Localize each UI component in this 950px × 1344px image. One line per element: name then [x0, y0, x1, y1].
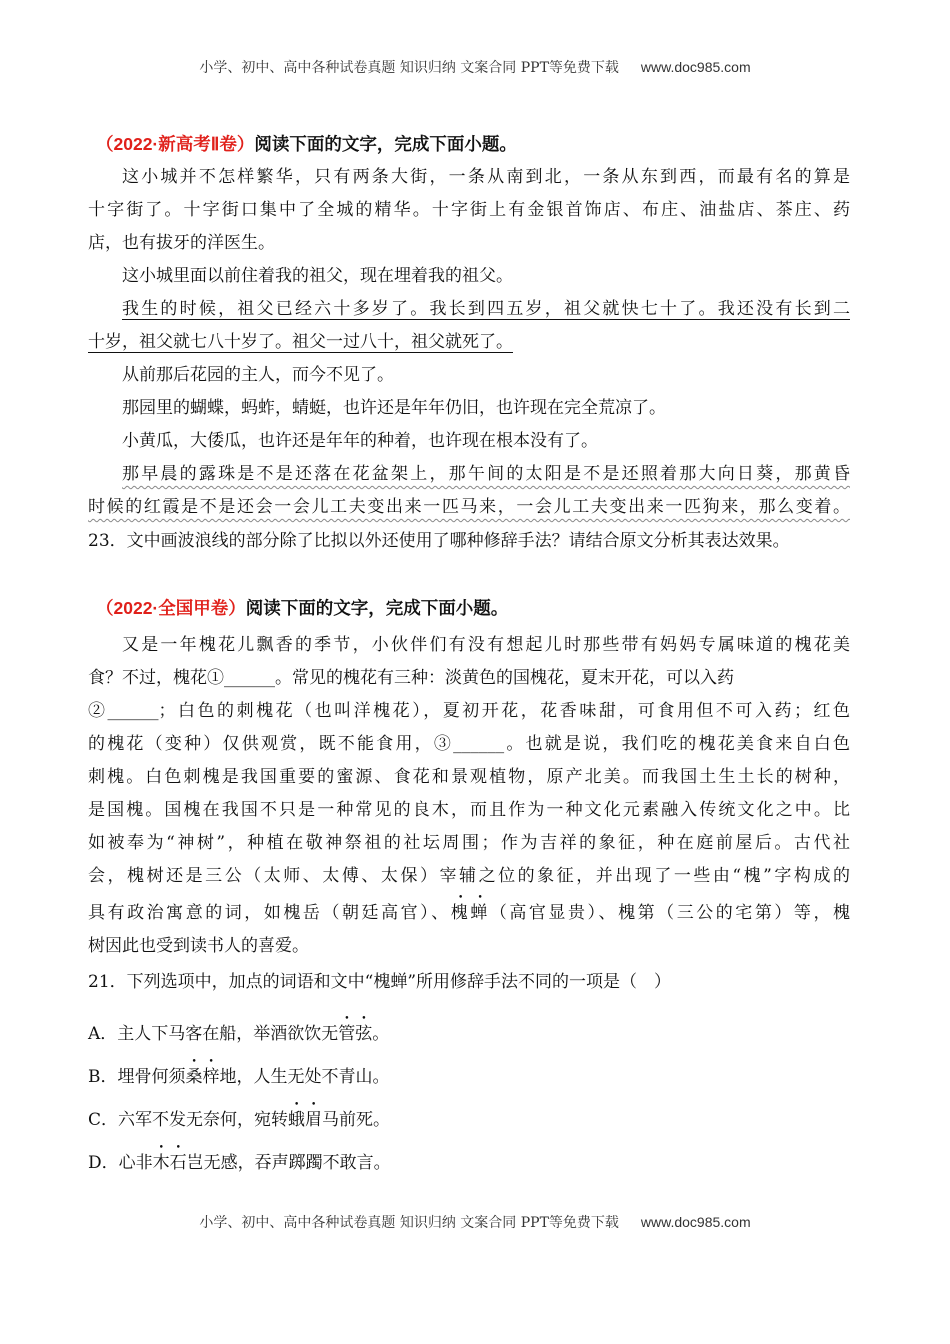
page-header: [0, 57, 950, 77]
text: A．主人下马客在船，举酒欲饮无: [88, 1024, 339, 1044]
text: （高官显贵）、槐第（三公的宅第）等，槐: [489, 903, 851, 923]
wavy-underlined-line: 那早晨的露珠是不是还落在花盆架上，那午间的太阳是不是还照着那大向日葵，那黄昏: [122, 464, 850, 484]
section-2: [88, 592, 850, 999]
option-b[interactable]: [88, 1057, 390, 1087]
text: 具有政治寓意的词，如槐岳（朝廷高官）、: [88, 903, 451, 923]
question-23: 23．文中画波浪线的部分除了比拟以外还使用了哪种修辞手法？请结合原文分析其表达效果。: [88, 531, 790, 551]
passage-line: 树因此也受到读书人的喜爱。: [88, 936, 309, 956]
text: C．六军不发无奈何，宛转: [88, 1110, 289, 1130]
passage-line: 店，也有拔牙的洋医生。: [88, 233, 275, 253]
emphasized-word: 蛾眉: [288, 1110, 323, 1130]
passage-line: 这小城里面以前住着我的祖父，现在埋着我的祖父。: [122, 266, 513, 286]
passage-line: 这小城并不怎样繁华，只有两条大街，一条从南到北，一条从东到西，而最有名的算是: [122, 167, 850, 187]
text: B．埋骨何须: [88, 1067, 186, 1087]
passage-line: ②______；白色的刺槐花（也叫洋槐花），夏初开花，花香味甜，可食用但不可入药；红色: [88, 701, 850, 721]
passage-line: 那园里的蝴蝶，蚂蚱，蜻蜓，也许还是年年仍旧，也许现在完全荒凉了。: [122, 398, 666, 418]
wavy-underlined-line: 时候的红霞是不是还会一会儿工夫变出来一匹马来，一会儿工夫变出来一匹狗来，那么变着。: [88, 497, 850, 517]
header-text: 小学、初中、高中各种试卷真题 知识归纳 文案合同 PPT等免费下载: [199, 60, 619, 76]
section-1: [88, 128, 850, 558]
underlined-line: 我生的时候，祖父已经六十多岁了。我长到四五岁，祖父就快七十了。我还没有长到二: [122, 299, 850, 319]
section-2-title: [88, 592, 850, 625]
page-footer: [0, 1212, 950, 1232]
passage-line: [88, 893, 850, 930]
emphasized-word: 管弦: [338, 1024, 373, 1044]
text: D．心非: [88, 1153, 153, 1173]
text: 地，人生无处不青山。: [219, 1067, 390, 1087]
option-c[interactable]: [88, 1100, 390, 1130]
passage-line: 的槐花（变种）仅供观赏，既不能食用，③______。也就是说，我们吃的槐花美食来自白色: [88, 734, 850, 754]
passage-line: 又是一年槐花儿飘香的季节，小伙伴们有没有想起儿时那些带有妈妈专属味道的槐花美: [122, 635, 850, 655]
header-site[interactable]: www.doc985.com: [640, 59, 751, 75]
emphasized-word: 槐蝉: [450, 903, 490, 923]
option-d[interactable]: [88, 1143, 391, 1173]
passage-line: 是国槐。国槐在我国不只是一种常见的良木，而且作为一种文化元素融入传统文化之中。比: [88, 800, 850, 820]
text: 岂无感，吞声踯躅不敢言。: [186, 1153, 391, 1173]
footer-site[interactable]: www.doc985.com: [640, 1214, 751, 1230]
footer-text: 小学、初中、高中各种试卷真题 知识归纳 文案合同 PPT等免费下载: [199, 1215, 619, 1231]
underlined-line: 十岁，祖父就七八十岁了。祖父一过八十，祖父就死了。: [88, 332, 513, 352]
passage-line: 食？不过，槐花①______。常见的槐花有三种：淡黄色的国槐花，夏末开花，可以入药: [88, 668, 734, 688]
question-21: 21．下列选项中，加点的词语和文中“槐蝉”所用修辞手法不同的一项是（ ）: [88, 972, 672, 992]
source-tag: （2022·新高考Ⅱ卷）: [96, 134, 255, 154]
source-tag: （2022·全国甲卷）: [96, 598, 246, 618]
passage-line: 会，槐树还是三公（太师、太傅、太保）宰辅之位的象征，并出现了一些由“槐”字构成的: [88, 866, 850, 886]
option-a[interactable]: [88, 1014, 389, 1044]
instruction: 阅读下面的文字，完成下面小题。: [254, 134, 517, 154]
text: 马前死。: [322, 1110, 391, 1130]
text: 。: [372, 1024, 390, 1044]
emphasized-word: 桑梓: [185, 1067, 220, 1087]
passage-line: 刺槐。白色刺槐是我国重要的蜜源、食花和景观植物，原产北美。而我国土生土长的树种，: [88, 767, 850, 787]
passage-line: 如被奉为“神树”，种植在敬神祭祖的社坛周围；作为吉祥的象征，种在庭前屋后。古代社: [88, 833, 850, 853]
instruction: 阅读下面的文字，完成下面小题。: [245, 598, 509, 618]
passage-line: 从前那后花园的主人，而今不见了。: [122, 365, 394, 385]
passage-line: 十字街了。十字街口集中了全城的精华。十字街上有金银首饰店、布庄、油盐店、茶庄、药: [88, 200, 850, 220]
passage-line: 小黄瓜，大倭瓜，也许还是年年的种着，也许现在根本没有了。: [122, 431, 598, 451]
section-1-title: [88, 128, 850, 161]
emphasized-word: 木石: [152, 1153, 187, 1173]
